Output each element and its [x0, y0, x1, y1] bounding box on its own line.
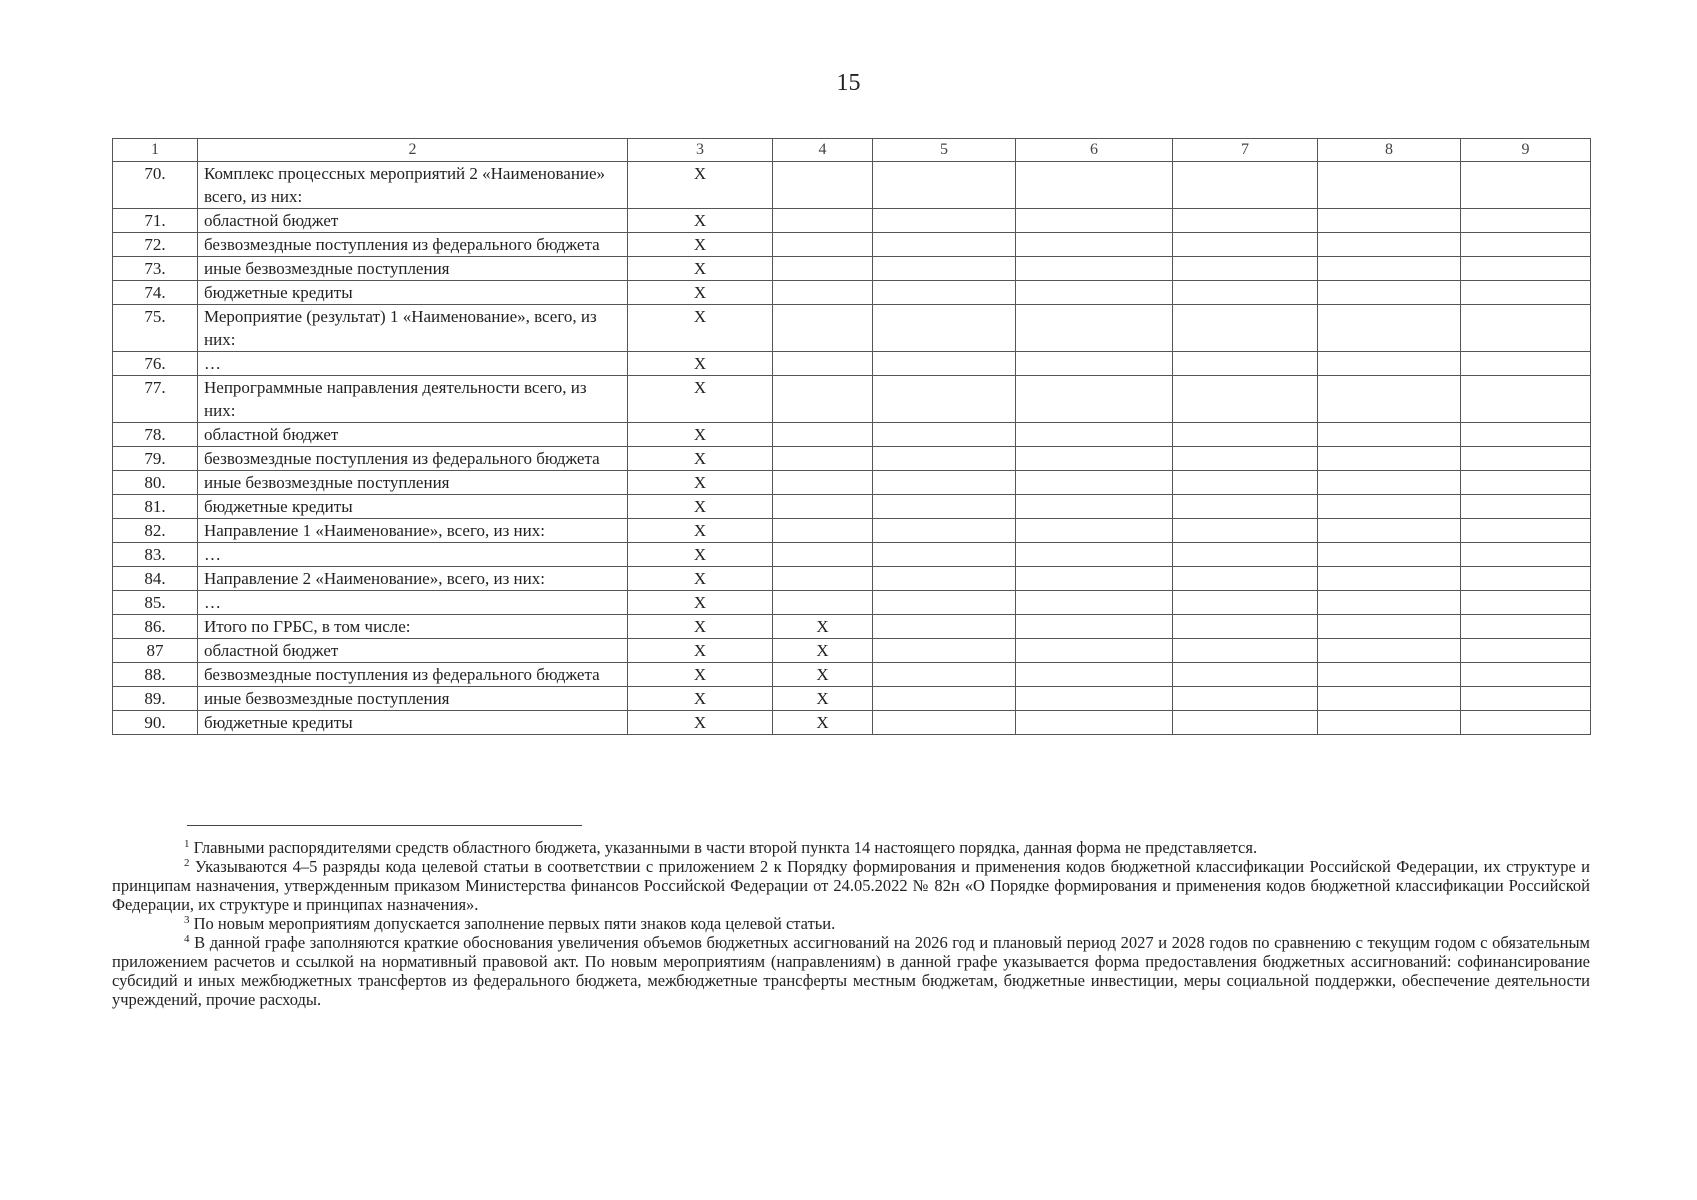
row-number-cell: 80. [113, 471, 198, 495]
row-name-cell: иные безвозмездные поступления [198, 471, 628, 495]
col5-cell [873, 447, 1016, 471]
col7-cell [1173, 162, 1318, 209]
footnote-mark: 1 [184, 838, 190, 850]
col3-cell: X [628, 352, 773, 376]
col3-cell: X [628, 495, 773, 519]
table-row [113, 233, 1591, 257]
col3-cell: X [628, 591, 773, 615]
col8-cell [1318, 471, 1461, 495]
col8-cell [1318, 257, 1461, 281]
table-row [113, 711, 1591, 735]
col7-cell [1173, 471, 1318, 495]
row-number-cell: 72. [113, 233, 198, 257]
col9-cell [1461, 639, 1591, 663]
col4-cell: X [773, 711, 873, 735]
col6-cell [1016, 352, 1173, 376]
col6-cell [1016, 233, 1173, 257]
col3-cell: X [628, 543, 773, 567]
col9-cell [1461, 495, 1591, 519]
row-number-cell: 75. [113, 305, 198, 352]
col7-cell [1173, 376, 1318, 423]
col7-cell [1173, 543, 1318, 567]
col7-cell [1173, 663, 1318, 687]
row-number-cell: 90. [113, 711, 198, 735]
footnotes [112, 838, 1590, 1009]
row-name-cell: бюджетные кредиты [198, 711, 628, 735]
col8-cell [1318, 567, 1461, 591]
col5-cell [873, 639, 1016, 663]
col8-cell [1318, 233, 1461, 257]
col7-cell [1173, 209, 1318, 233]
col7-cell [1173, 687, 1318, 711]
col7-cell [1173, 447, 1318, 471]
row-number-cell: 82. [113, 519, 198, 543]
col4-cell [773, 281, 873, 305]
col9-cell [1461, 423, 1591, 447]
row-name-cell: безвозмездные поступления из федерального бюджета [198, 663, 628, 687]
col4-cell: X [773, 639, 873, 663]
footnote [112, 857, 1590, 914]
column-header-row [113, 139, 1591, 162]
row-number-cell: 83. [113, 543, 198, 567]
footnote-mark: 4 [184, 933, 190, 945]
row-name-cell: … [198, 591, 628, 615]
col9-cell [1461, 663, 1591, 687]
col9-cell [1461, 233, 1591, 257]
table-row [113, 162, 1591, 209]
table-row [113, 376, 1591, 423]
footnote-mark: 2 [184, 857, 190, 869]
col6-cell [1016, 639, 1173, 663]
col9-cell [1461, 519, 1591, 543]
col5-cell [873, 305, 1016, 352]
col9-cell [1461, 281, 1591, 305]
col6-cell [1016, 447, 1173, 471]
col9-cell [1461, 305, 1591, 352]
table-row [113, 471, 1591, 495]
footnote-text: В данной графе заполняются краткие обоснования увеличения объемов бюджетных ассигнований на 2026 год и плановый период 2027 и 2028 годов по сравнению с текущим годом с обязательным приложением расчетов и ссылкой на нормативный правовой акт. По новым мероприятиям (направлениям) в данной графе указывается форма предоставления бюджетных ассигнований: софинансирование субсидий и иных межбюджетных трансфертов из федерального бюджета, межбюджетные трансферты местным бюджетам, бюджетные инвестиции, меры социальной поддержки, обеспечение деятельности учреждений, прочие расходы. [112, 933, 1591, 1009]
col5-cell [873, 495, 1016, 519]
col3-cell: X [628, 376, 773, 423]
table-row [113, 281, 1591, 305]
col6-cell [1016, 615, 1173, 639]
col5-cell [873, 615, 1016, 639]
col7-cell [1173, 711, 1318, 735]
footnote-separator [187, 825, 582, 826]
col4-cell [773, 352, 873, 376]
col6-cell [1016, 305, 1173, 352]
table-row [113, 615, 1591, 639]
col9-cell [1461, 162, 1591, 209]
col4-cell [773, 495, 873, 519]
row-name-cell: Направление 1 «Наименование», всего, из них: [198, 519, 628, 543]
col5-cell [873, 352, 1016, 376]
table-row [113, 591, 1591, 615]
footnote [112, 933, 1590, 1009]
col9-cell [1461, 209, 1591, 233]
row-number-cell: 70. [113, 162, 198, 209]
col5-cell [873, 687, 1016, 711]
col4-cell [773, 305, 873, 352]
col7-cell [1173, 233, 1318, 257]
row-name-cell: областной бюджет [198, 423, 628, 447]
col5-cell [873, 567, 1016, 591]
footnote-mark: 3 [184, 914, 190, 926]
col5-cell [873, 471, 1016, 495]
col4-cell [773, 567, 873, 591]
col7-cell [1173, 281, 1318, 305]
table-row [113, 639, 1591, 663]
table-row [113, 257, 1591, 281]
row-number-cell: 85. [113, 591, 198, 615]
col3-cell: X [628, 281, 773, 305]
col9-cell [1461, 471, 1591, 495]
column-header: 4 [773, 139, 873, 162]
col3-cell: X [628, 162, 773, 209]
row-number-cell: 71. [113, 209, 198, 233]
table-body [113, 139, 1591, 735]
col4-cell [773, 447, 873, 471]
table-row [113, 543, 1591, 567]
col3-cell: X [628, 447, 773, 471]
col4-cell [773, 257, 873, 281]
column-header: 6 [1016, 139, 1173, 162]
col6-cell [1016, 281, 1173, 305]
col3-cell: X [628, 471, 773, 495]
col6-cell [1016, 519, 1173, 543]
table-row [113, 305, 1591, 352]
table-row [113, 687, 1591, 711]
row-number-cell: 79. [113, 447, 198, 471]
footnote [112, 838, 1590, 857]
col8-cell [1318, 447, 1461, 471]
table-row [113, 663, 1591, 687]
col9-cell [1461, 615, 1591, 639]
footnote [112, 914, 1590, 933]
row-name-cell: иные безвозмездные поступления [198, 257, 628, 281]
col3-cell: X [628, 663, 773, 687]
col8-cell [1318, 352, 1461, 376]
column-header: 9 [1461, 139, 1591, 162]
col6-cell [1016, 567, 1173, 591]
col5-cell [873, 711, 1016, 735]
col5-cell [873, 591, 1016, 615]
table-row [113, 519, 1591, 543]
row-number-cell: 89. [113, 687, 198, 711]
col7-cell [1173, 495, 1318, 519]
col8-cell [1318, 591, 1461, 615]
col6-cell [1016, 209, 1173, 233]
col9-cell [1461, 687, 1591, 711]
col5-cell [873, 233, 1016, 257]
row-number-cell: 78. [113, 423, 198, 447]
table-row [113, 567, 1591, 591]
col8-cell [1318, 615, 1461, 639]
col3-cell: X [628, 687, 773, 711]
col3-cell: X [628, 233, 773, 257]
col6-cell [1016, 543, 1173, 567]
col3-cell: X [628, 567, 773, 591]
table-row [113, 447, 1591, 471]
col9-cell [1461, 376, 1591, 423]
column-header: 1 [113, 139, 198, 162]
row-name-cell: областной бюджет [198, 639, 628, 663]
col7-cell [1173, 423, 1318, 447]
col3-cell: X [628, 615, 773, 639]
col8-cell [1318, 209, 1461, 233]
col6-cell [1016, 376, 1173, 423]
page-number: 15 [836, 70, 861, 96]
col6-cell [1016, 162, 1173, 209]
column-header: 2 [198, 139, 628, 162]
col7-cell [1173, 352, 1318, 376]
col4-cell: X [773, 615, 873, 639]
col7-cell [1173, 305, 1318, 352]
col4-cell [773, 209, 873, 233]
col5-cell [873, 543, 1016, 567]
row-name-cell: Комплекс процессных мероприятий 2 «Наименование» всего, из них: [198, 162, 628, 209]
row-number-cell: 73. [113, 257, 198, 281]
table-row [113, 423, 1591, 447]
row-name-cell: безвозмездные поступления из федерального бюджета [198, 233, 628, 257]
row-name-cell: безвозмездные поступления из федерального бюджета [198, 447, 628, 471]
col6-cell [1016, 711, 1173, 735]
row-name-cell: Направление 2 «Наименование», всего, из них: [198, 567, 628, 591]
col4-cell [773, 471, 873, 495]
col8-cell [1318, 663, 1461, 687]
row-number-cell: 81. [113, 495, 198, 519]
row-name-cell: иные безвозмездные поступления [198, 687, 628, 711]
col8-cell [1318, 162, 1461, 209]
footnote-text: Главными распорядителями средств областного бюджета, указанными в части второй пункта 14 настоящего порядка, данная форма не представляется. [193, 838, 1258, 857]
col4-cell [773, 543, 873, 567]
col3-cell: X [628, 209, 773, 233]
row-name-cell: … [198, 543, 628, 567]
col8-cell [1318, 281, 1461, 305]
col3-cell: X [628, 305, 773, 352]
row-name-cell: … [198, 352, 628, 376]
row-name-cell: областной бюджет [198, 209, 628, 233]
column-header: 5 [873, 139, 1016, 162]
col9-cell [1461, 567, 1591, 591]
col8-cell [1318, 423, 1461, 447]
budget-form-table [112, 138, 1591, 735]
footnote-text: По новым мероприятиям допускается заполнение первых пяти знаков кода целевой статьи. [193, 914, 836, 933]
row-name-cell: Мероприятие (результат) 1 «Наименование», всего, из них: [198, 305, 628, 352]
footnote-text: Указываются 4–5 разряды кода целевой статьи в соответствии с приложением 2 к Порядку формирования и применения кодов бюджетной классификации Российской Федерации, их структуре и принципам назначения, утвержденным приказом Министерства финансов Российской Федерации от 24.05.2022 № 82н «О Порядке формирования и применения кодов бюджетной классификации Российской Федерации, их структуре и принципах назначения». [112, 857, 1590, 914]
col3-cell: X [628, 257, 773, 281]
col5-cell [873, 281, 1016, 305]
col9-cell [1461, 543, 1591, 567]
row-number-cell: 74. [113, 281, 198, 305]
row-name-cell: бюджетные кредиты [198, 495, 628, 519]
col7-cell [1173, 567, 1318, 591]
col3-cell: X [628, 639, 773, 663]
col8-cell [1318, 519, 1461, 543]
col3-cell: X [628, 711, 773, 735]
row-name-cell: Непрограммные направления деятельности всего, из них: [198, 376, 628, 423]
col8-cell [1318, 376, 1461, 423]
row-number-cell: 87 [113, 639, 198, 663]
col7-cell [1173, 639, 1318, 663]
row-number-cell: 77. [113, 376, 198, 423]
col7-cell [1173, 257, 1318, 281]
col6-cell [1016, 495, 1173, 519]
col9-cell [1461, 257, 1591, 281]
col8-cell [1318, 305, 1461, 352]
col4-cell [773, 519, 873, 543]
col5-cell [873, 257, 1016, 281]
col4-cell: X [773, 687, 873, 711]
col9-cell [1461, 447, 1591, 471]
col7-cell [1173, 519, 1318, 543]
col8-cell [1318, 687, 1461, 711]
col9-cell [1461, 591, 1591, 615]
col4-cell [773, 376, 873, 423]
table-row [113, 352, 1591, 376]
col3-cell: X [628, 423, 773, 447]
col5-cell [873, 376, 1016, 423]
col6-cell [1016, 687, 1173, 711]
col4-cell [773, 591, 873, 615]
col6-cell [1016, 591, 1173, 615]
col6-cell [1016, 663, 1173, 687]
row-number-cell: 84. [113, 567, 198, 591]
col4-cell [773, 233, 873, 257]
col6-cell [1016, 257, 1173, 281]
col5-cell [873, 663, 1016, 687]
col4-cell [773, 162, 873, 209]
col8-cell [1318, 639, 1461, 663]
column-header: 3 [628, 139, 773, 162]
table-row [113, 495, 1591, 519]
column-header: 7 [1173, 139, 1318, 162]
col8-cell [1318, 711, 1461, 735]
col7-cell [1173, 591, 1318, 615]
col8-cell [1318, 543, 1461, 567]
col6-cell [1016, 471, 1173, 495]
row-number-cell: 88. [113, 663, 198, 687]
row-number-cell: 86. [113, 615, 198, 639]
col6-cell [1016, 423, 1173, 447]
row-name-cell: бюджетные кредиты [198, 281, 628, 305]
col9-cell [1461, 352, 1591, 376]
col9-cell [1461, 711, 1591, 735]
col3-cell: X [628, 519, 773, 543]
col4-cell [773, 423, 873, 447]
col5-cell [873, 519, 1016, 543]
table-row [113, 209, 1591, 233]
column-header: 8 [1318, 139, 1461, 162]
col7-cell [1173, 615, 1318, 639]
row-name-cell: Итого по ГРБС, в том числе: [198, 615, 628, 639]
col5-cell [873, 423, 1016, 447]
col4-cell: X [773, 663, 873, 687]
col5-cell [873, 209, 1016, 233]
row-number-cell: 76. [113, 352, 198, 376]
col8-cell [1318, 495, 1461, 519]
col5-cell [873, 162, 1016, 209]
